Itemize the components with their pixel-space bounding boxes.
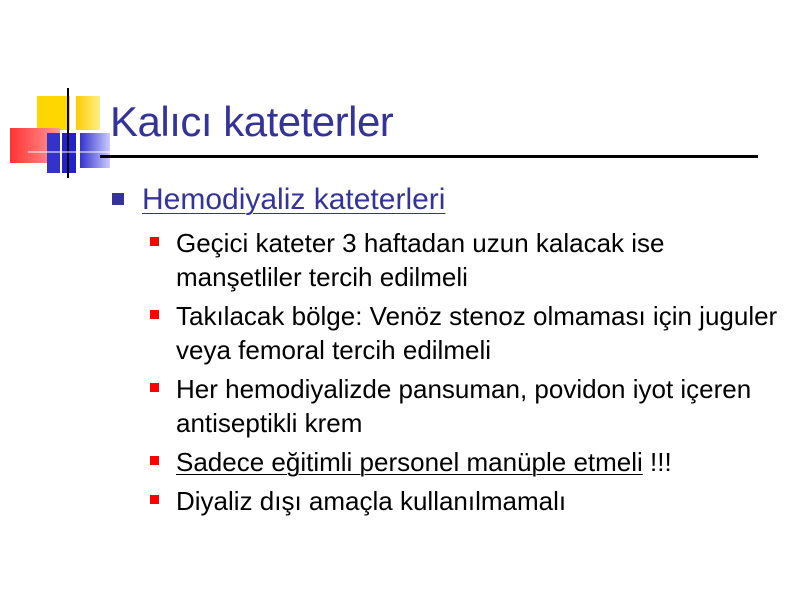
exclamation-suffix: !!!	[642, 447, 672, 477]
red-square-bullet-icon	[150, 310, 159, 319]
title-divider	[100, 155, 758, 158]
sub-bullet-list	[150, 228, 790, 525]
deco-blue-small-square	[47, 133, 60, 173]
list-item	[150, 486, 790, 518]
deco-blue-gradient-square	[80, 133, 110, 168]
deco-yellow-square	[37, 96, 70, 130]
red-square-bullet-icon	[150, 237, 159, 246]
list-item-text: Geçici kateter 3 haftadan uzun kalacak ise manşetliler tercih edilmeli	[176, 228, 665, 292]
level1-bullet-item	[112, 183, 445, 217]
list-item-text: Takılacak bölge: Venöz stenoz olmaması için juguler veya femoral tercih edilmeli	[176, 301, 778, 365]
deco-yellow-gradient-square	[76, 96, 100, 130]
slide-title: Kalıcı kateterler	[110, 98, 394, 145]
red-square-bullet-icon	[150, 495, 159, 504]
list-item-text: Diyaliz dışı amaçla kullanılmamalı	[176, 486, 567, 516]
list-item-text: Her hemodiyalizde pansuman, povidon iyot içeren antiseptikli krem	[176, 374, 752, 438]
red-square-bullet-icon	[150, 383, 159, 392]
red-square-bullet-icon	[150, 456, 159, 465]
list-item	[150, 301, 790, 367]
list-item	[150, 374, 790, 440]
list-item-text	[176, 445, 672, 479]
list-item	[150, 228, 790, 294]
decorative-squares-graphic	[0, 0, 120, 190]
underlined-text: Sadece eğitimli personel manüple etmeli	[176, 447, 643, 477]
square-bullet-icon	[112, 193, 124, 205]
section-heading-link[interactable]: Hemodiyaliz kateterleri	[142, 183, 446, 216]
list-item	[150, 447, 790, 479]
